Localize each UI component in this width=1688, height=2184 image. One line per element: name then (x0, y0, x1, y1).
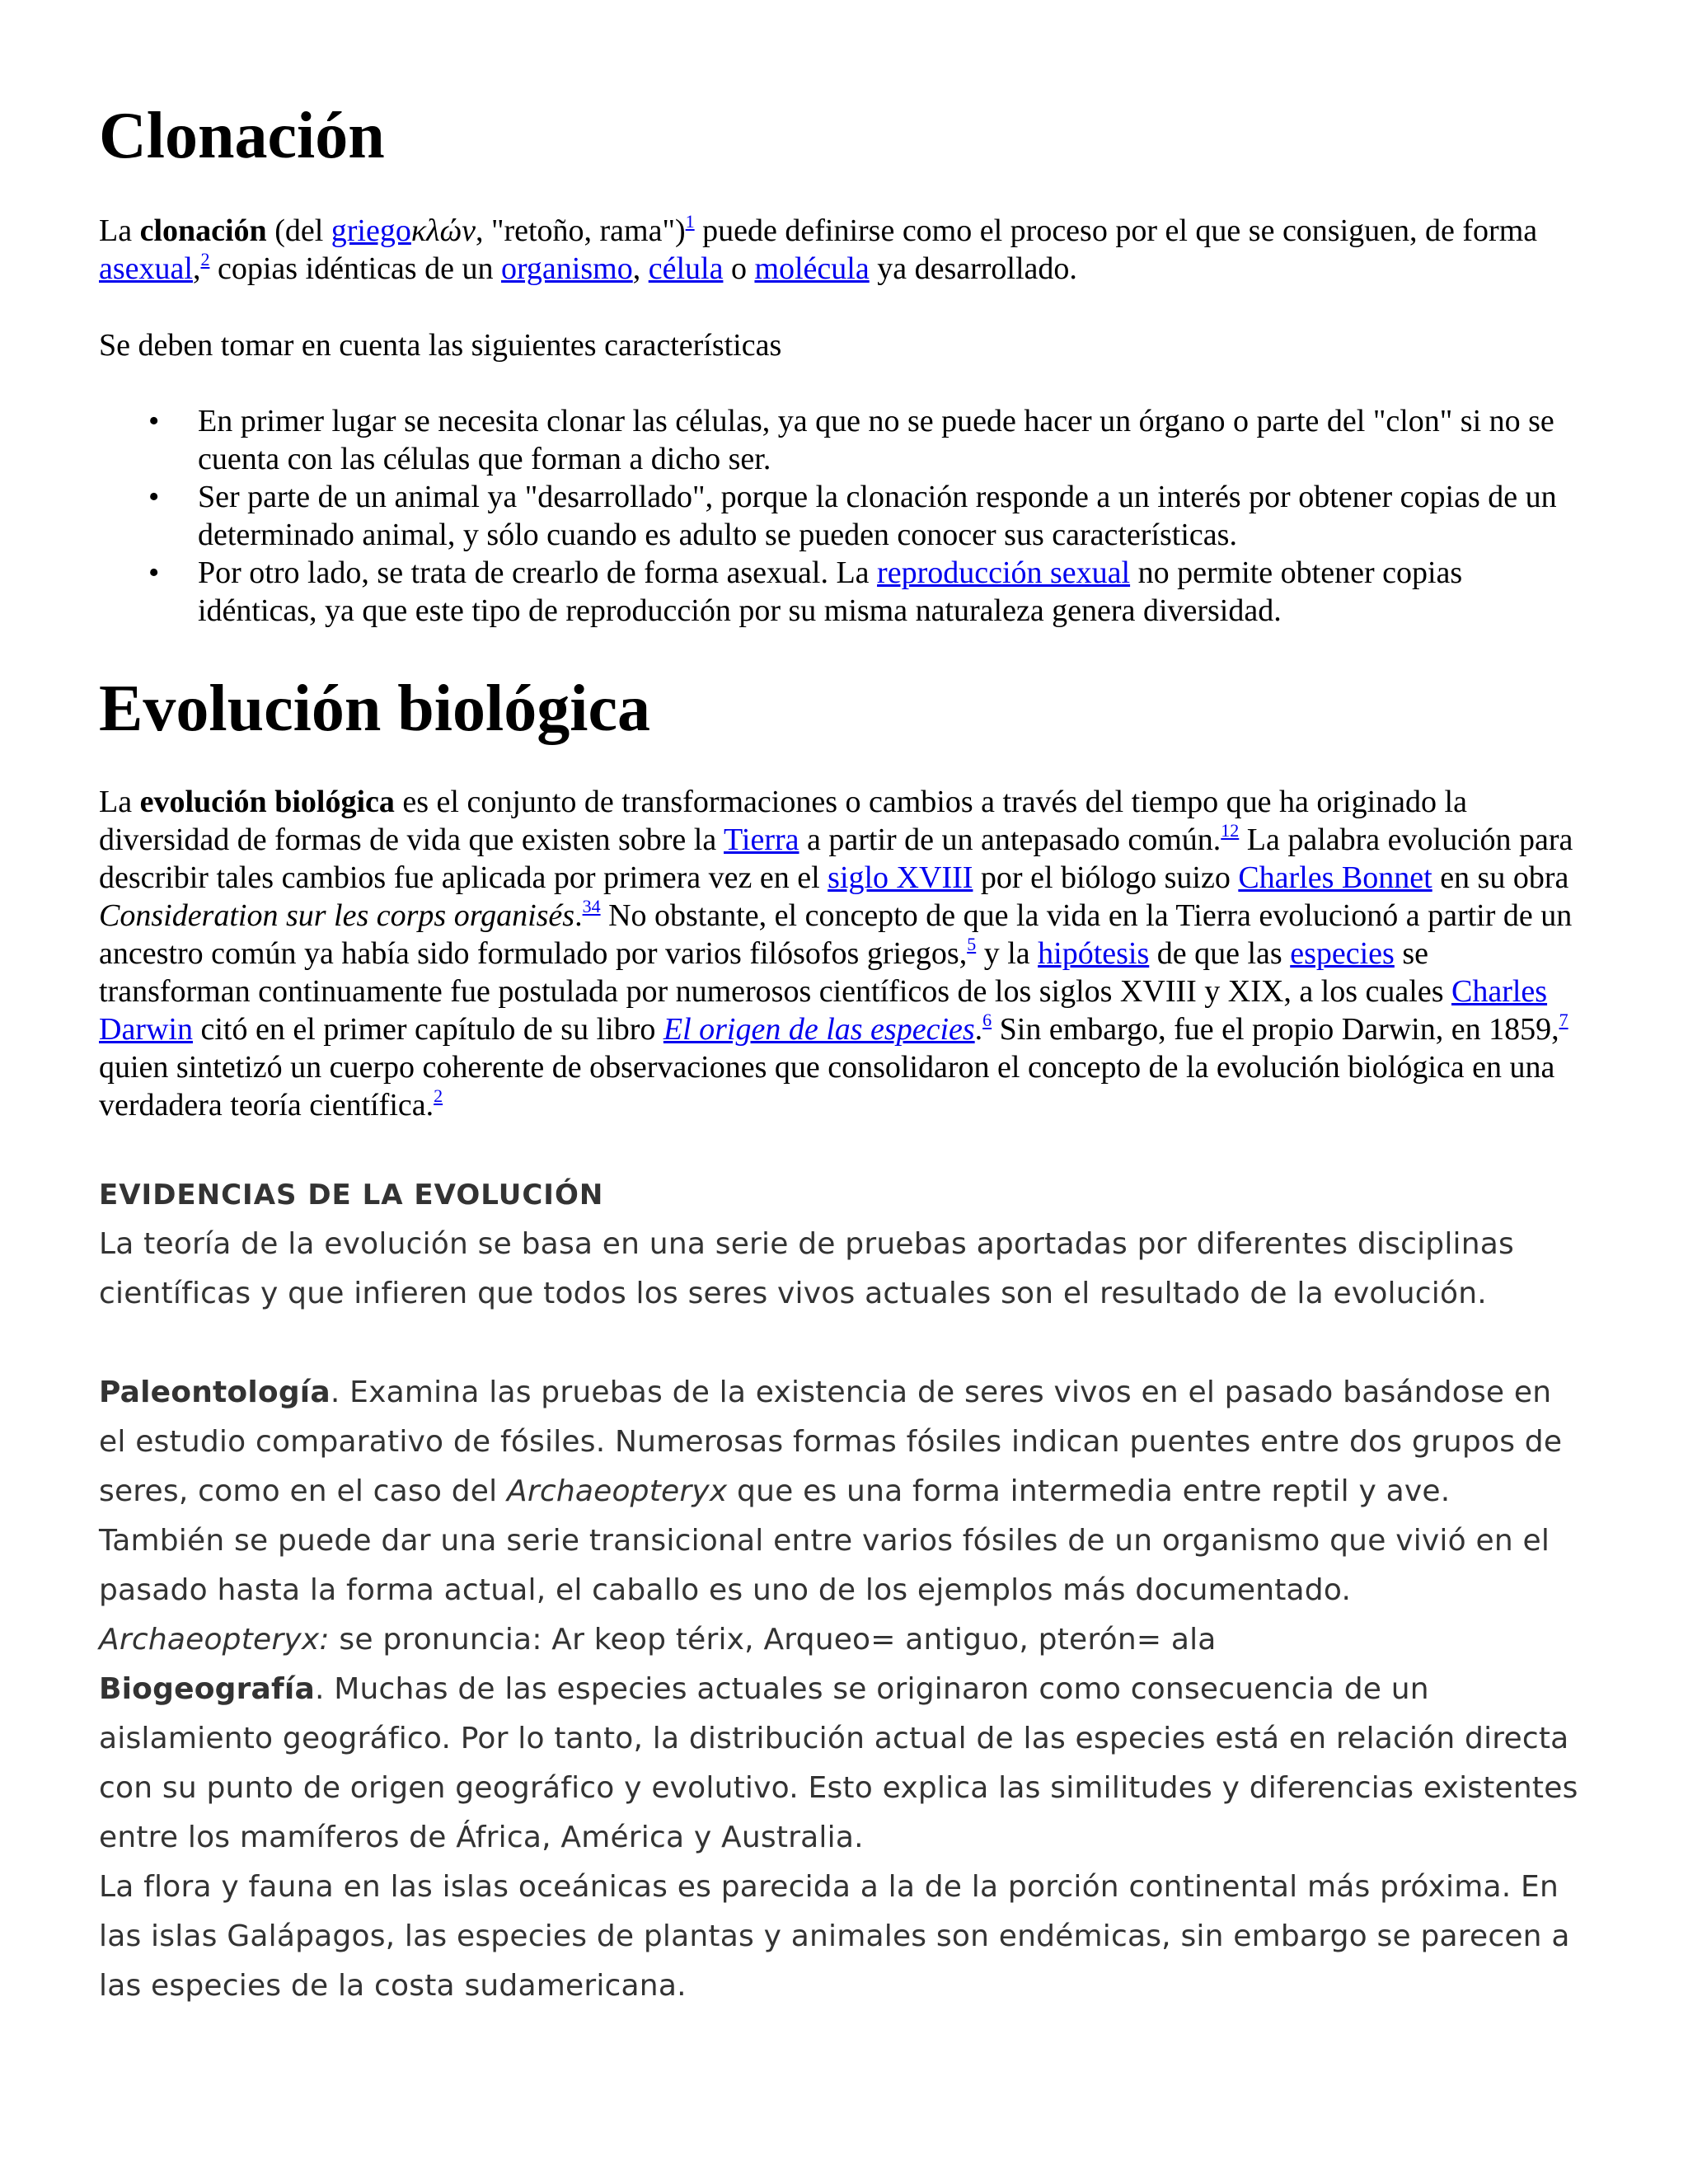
link-tierra[interactable]: Tierra (724, 823, 799, 857)
footnote-2b[interactable]: 2 (434, 1085, 443, 1106)
term-evolucion-biologica: evolución biológica (139, 785, 395, 819)
link-charles-darwin[interactable]: Charles Darwin (99, 974, 1548, 1047)
footnote-5[interactable]: 5 (967, 934, 977, 954)
link-especies[interactable]: especies (1290, 936, 1395, 971)
footnote-34[interactable]: 34 (582, 896, 601, 916)
term-paleontologia: Paleontología (99, 1376, 331, 1409)
link-hipotesis[interactable]: hipótesis (1038, 936, 1150, 971)
evolucion-paragraph: La evolución biológica es el conjunto de transformaciones o cambios a través del tiempo que ha originado la diversidad de formas de vida que existen sobre la Tierra a partir de un antepasado común.$^{12}$ La palabra evolución para describir tales cambios fue aplicada por primera vez en el siglo XVIII por el biólogo suizo Charles Bonnet en su obra Consideration sur les corps organisés.$^{34}$ No obstante, el concepto de que la vida en la Tierra evolucionó a partir de un ancestro común ya había sido formulado por varios filósofos griegos,$^5$ y la hipótesis de que las especies se transforman continuamente fue postulada por numerosos científicos de los siglos XVIII y XIX, a los cuales Charles Darwin citó en el primer capítulo de su libro El origen de las especies.$^6$ Sin embargo, fue el propio Darwin, en 1859,$^7$ quien sintetizó un cuerpo coherente de observaciones que consolidaron el concepto de la evolución biológica en una verdadera teoría científica.$^2$ (99, 785, 1573, 1122)
link-reproduccion-sexual[interactable]: reproducción sexual (877, 555, 1131, 590)
work-title: Consideration sur les corps organisés (99, 898, 575, 933)
greek-word: κλών (410, 213, 476, 248)
link-asexual[interactable]: asexual (99, 251, 193, 286)
characteristics-intro: Se deben tomar en cuenta las siguientes características (99, 328, 782, 363)
term-archaeopteryx: Archaeopteryx (507, 1474, 728, 1508)
term-clonacion: clonación (139, 213, 267, 248)
heading-clonacion: Clonación (99, 100, 385, 172)
clonacion-intro-paragraph: La clonación (del griegoκλών, "retoño, rama")$^1$ puede definirse como el proceso por el que se consiguen, de forma asexual,$^2$ copias idénticas de un organismo, célula o molécula ya desarrollado. (99, 211, 1538, 286)
bullet-icon: • (148, 480, 160, 514)
link-celula[interactable]: célula (648, 251, 724, 286)
characteristics-list (99, 402, 1582, 630)
link-siglo-xviii[interactable]: siglo XVIII (828, 860, 973, 895)
footnote-1[interactable]: 1 (685, 211, 695, 232)
term-biogeografia: Biogeografía (99, 1672, 315, 1706)
link-origen-especies[interactable]: El origen de las especies (663, 1012, 975, 1047)
list-item: • En primer lugar se necesita clonar las células, ya que no se puede hacer un órgano o parte del "clon" si no se cuenta con las células que forman a dicho ser. (148, 404, 1554, 476)
link-griego[interactable]: griego (331, 213, 411, 248)
heading-evidencias: EVIDENCIAS DE LA EVOLUCIÓN (99, 1179, 604, 1212)
pronunciation-line: Archaeopteryx: se pronuncia: Ar keop térix, Arqueo= antiguo, pterón= ala (99, 1623, 1217, 1657)
link-charles-bonnet[interactable]: Charles Bonnet (1238, 860, 1432, 895)
footnote-2[interactable]: 2 (200, 249, 210, 269)
list-item: • Por otro lado, se trata de crearlo de forma asexual. La reproducción sexual no permite obtener copias idénticas, ya que este tipo de reproducción por su misma naturaleza genera diversidad. (148, 555, 1463, 628)
footnote-12[interactable]: 12 (1221, 820, 1240, 841)
link-molecula[interactable]: molécula (754, 251, 870, 286)
evidencias-intro: La teoría de la evolución se basa en una serie de pruebas aportadas por diferentes disciplinas científicas y que infieren que todos los seres vivos actuales son el resultado de la evolución. (99, 1227, 1514, 1310)
list-item: • Ser parte de un animal ya "desarrollado", porque la clonación responde a un interés por obtener copias de un determinado animal, y sólo cuando es adulto se pueden conocer sus características. (148, 480, 1557, 552)
footnote-7[interactable]: 7 (1559, 1010, 1568, 1030)
bullet-icon: • (148, 404, 160, 438)
bullet-icon: • (148, 555, 160, 590)
heading-evolucion-biologica: Evolución biológica (99, 673, 650, 745)
flora-paragraph: La flora y fauna en las islas oceánicas es parecida a la de la porción continental más próxima. En las islas Galápagos, las especies de plantas y animales son endémicas, sin embargo se parecen a las especies de la costa sudamericana. (99, 1870, 1570, 2003)
biogeografia-paragraph: Biogeografía. Muchas de las especies actuales se originaron como consecuencia de un aislamiento geográfico. Por lo tanto, la distribución actual de las especies está en relación directa con su punto de origen geográfico y evolutivo. Esto explica las similitudes y diferencias existentes entre los mamíferos de África, América y Australia. (99, 1672, 1578, 1854)
footnote-6[interactable]: 6 (982, 1010, 992, 1030)
link-organismo[interactable]: organismo (500, 251, 633, 286)
paleontologia-paragraph: Paleontología. Examina las pruebas de la existencia de seres vivos en el pasado basándose en el estudio comparativo de fósiles. Numerosas formas fósiles indican puentes entre dos grupos de seres, como en el caso del Archaeopteryx que es una forma intermedia entre reptil y ave. También se puede dar una serie transicional entre varios fósiles de un organismo que vivió en el pasado hasta la forma actual, el caballo es uno de los ejemplos más documentado. (99, 1376, 1563, 1607)
